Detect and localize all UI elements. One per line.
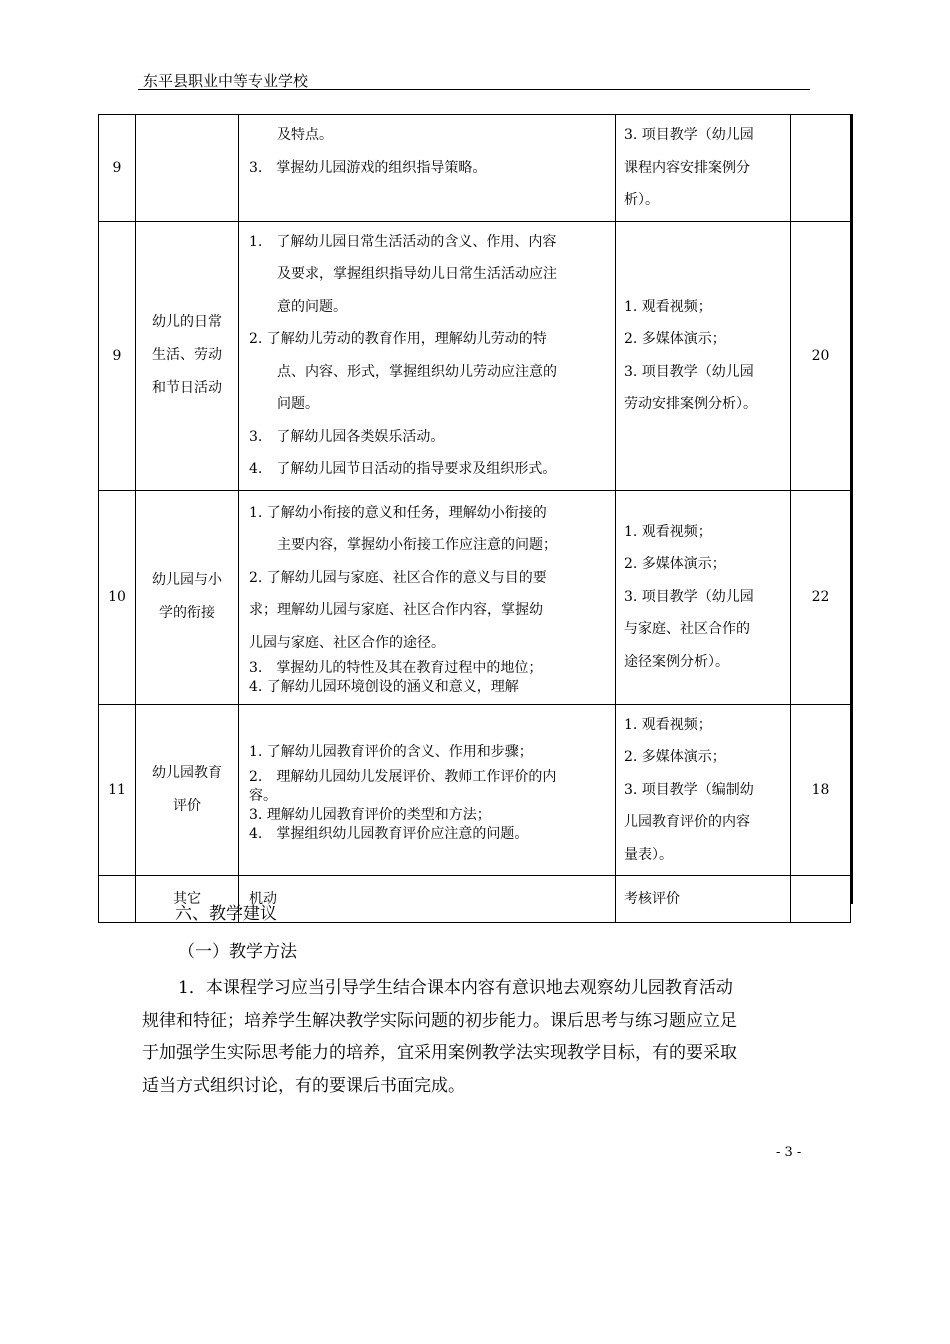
- requirement-line: 求；理解幼儿园与家庭、社区合作内容，掌握幼: [249, 602, 543, 619]
- method-line: 析）。: [624, 192, 659, 208]
- cell-requirements: [239, 876, 616, 923]
- requirement-line: 意的问题。: [277, 298, 347, 315]
- topic-line: 生活、劳动: [152, 347, 222, 363]
- method-line: 课程内容安排案例分: [624, 159, 750, 176]
- requirement-line: 儿园与家庭、社区合作的途径。: [249, 634, 445, 651]
- header-rule: [138, 89, 810, 90]
- cell-number: [99, 876, 136, 923]
- method-line: 3. 项目教学（幼儿园: [624, 127, 754, 143]
- cell-hours: 20: [791, 221, 851, 490]
- cell-requirements: [239, 490, 616, 704]
- requirement-line: 4. 了解幼儿园节日活动的指导要求及组织形式。: [249, 461, 557, 477]
- paragraph-line: 规律和特征；培养学生解决教学实际问题的初步能力。课后思考与练习题应立足: [142, 1010, 737, 1031]
- method-line: 3. 项目教学（编制幼: [624, 781, 754, 798]
- method-line: 2. 多媒体演示；: [624, 556, 726, 573]
- method-line: 2. 多媒体演示；: [624, 331, 726, 347]
- requirement-line: 机动: [249, 890, 277, 907]
- topic-line: 评价: [173, 797, 201, 814]
- requirement-line: 及特点。: [277, 127, 333, 143]
- requirement-line: 点、内容、形式，掌握组织幼儿劳动应注意的: [277, 363, 557, 380]
- requirement-line: 3. 了解幼儿园各类娱乐活动。: [249, 428, 445, 445]
- requirement-line: 1. 了解幼儿园教育评价的含义、作用和步骤；: [249, 743, 533, 760]
- section-title: 六、教学建议: [175, 904, 277, 924]
- table-row: [99, 490, 851, 704]
- cell-topic: [136, 490, 239, 704]
- cell-topic: [136, 115, 239, 222]
- topic-line: 幼儿园教育: [152, 764, 222, 781]
- requirement-line: 问题。: [277, 396, 319, 412]
- topic-line: 幼儿的日常: [152, 314, 222, 330]
- requirement-line: 4. 掌握组织幼儿园教育评价应注意的问题。: [249, 826, 529, 842]
- method-line: 与家庭、社区合作的: [624, 621, 750, 638]
- cell-methods: [616, 221, 791, 490]
- requirement-line: 3. 掌握幼儿园游戏的组织指导策略。: [249, 159, 487, 176]
- paragraph-line: 于加强学生实际思考能力的培养，宜采用案例教学法实现教学目标，有的要采取: [142, 1043, 737, 1063]
- method-line: 2. 多媒体演示；: [624, 749, 726, 765]
- cell-number: 9: [99, 221, 136, 490]
- table-outer-border: [851, 114, 853, 904]
- section-subtitle: （一）教学方法: [178, 942, 297, 962]
- requirement-line: 3. 理解幼儿园教育评价的类型和方法；: [249, 807, 491, 823]
- method-line: 3. 项目教学（幼儿园: [624, 363, 754, 380]
- method-line: 3. 项目教学（幼儿园: [624, 588, 754, 605]
- paragraph-line: 适当方式组织讨论，有的要课后书面完成。: [142, 1075, 465, 1096]
- cell-methods: [616, 704, 791, 876]
- cell-topic: [136, 221, 239, 490]
- requirement-line: 容。: [249, 788, 277, 804]
- cell-hours: [791, 876, 851, 923]
- teaching-method-paragraph: [142, 972, 817, 1102]
- cell-number: 10: [99, 490, 136, 704]
- requirement-line: 2. 理解幼儿园幼儿发展评价、教师工作评价的内: [249, 769, 557, 785]
- cell-number: 11: [99, 704, 136, 876]
- method-line: 考核评价: [624, 890, 680, 907]
- table-row: [99, 704, 851, 876]
- cell-requirements: [239, 115, 616, 222]
- requirement-line: 4. 了解幼儿园环境创设的涵义和意义，理解: [249, 679, 519, 696]
- cell-methods: [616, 115, 791, 222]
- cell-methods: [616, 490, 791, 704]
- method-line: 途径案例分析）。: [624, 653, 729, 670]
- cell-topic: [136, 704, 239, 876]
- cell-hours: [791, 115, 851, 222]
- method-line: 1. 观看视频；: [624, 298, 712, 315]
- cell-requirements: [239, 221, 616, 490]
- topic-line: 幼儿园与小: [152, 572, 222, 588]
- cell-number: 9: [99, 115, 136, 222]
- paragraph-line: 1．本课程学习应当引导学生结合课本内容有意识地去观察幼儿园教育活动: [178, 978, 733, 998]
- topic-line: 和节日活动: [152, 380, 222, 396]
- page-number: - 3 -: [776, 1145, 802, 1160]
- cell-hours: 22: [791, 490, 851, 704]
- table-row: [99, 221, 851, 490]
- method-line: 量表）。: [624, 846, 673, 863]
- cell-requirements: [239, 704, 616, 876]
- requirement-line: 主要内容，掌握幼小衔接工作应注意的问题；: [277, 537, 557, 554]
- method-line: 1. 观看视频；: [624, 716, 712, 733]
- requirement-line: 及要求，掌握组织指导幼儿日常生活活动应注: [277, 266, 557, 282]
- requirement-line: 3. 掌握幼儿的特性及其在教育过程中的地位；: [249, 660, 543, 677]
- requirement-line: 1. 了解幼儿园日常生活活动的含义、作用、内容: [249, 233, 557, 250]
- requirement-line: 2. 了解幼儿劳动的教育作用，理解幼儿劳动的特: [249, 331, 547, 347]
- method-line: 儿园教育评价的内容: [624, 814, 750, 830]
- topic-line: 学的衔接: [159, 605, 215, 621]
- topic-line: 其它: [173, 890, 201, 907]
- method-line: 1. 观看视频；: [624, 523, 712, 540]
- requirement-line: 1. 了解幼小衔接的意义和任务，理解幼小衔接的: [249, 504, 547, 521]
- cell-hours: 18: [791, 704, 851, 876]
- cell-methods: [616, 876, 791, 923]
- curriculum-table: [98, 114, 851, 923]
- school-header: 东平县职业中等专业学校: [143, 72, 309, 90]
- method-line: 劳动安排案例分析）。: [624, 396, 757, 412]
- table-row: [99, 115, 851, 222]
- requirement-line: 2. 了解幼儿园与家庭、社区合作的意义与目的要: [249, 569, 547, 586]
